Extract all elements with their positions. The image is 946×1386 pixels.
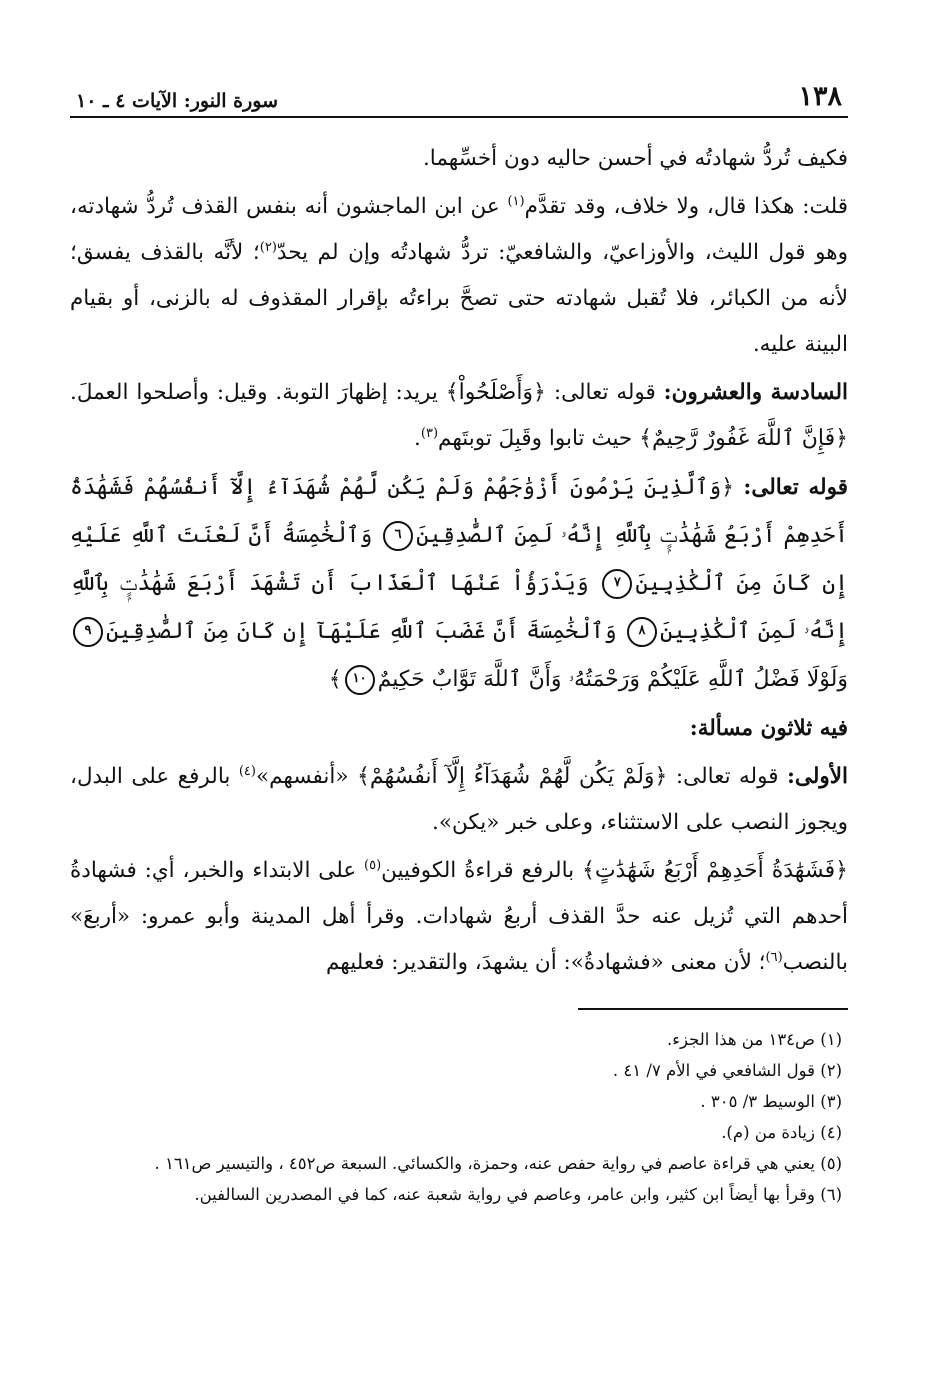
ayah-number-marker: ١٠ [345,665,375,695]
footnotes [70,1024,848,1210]
issue-label: السادسة والعشرون: [663,380,848,405]
book-page [70,72,848,1210]
footnote-ref-6: (٦) [765,949,783,965]
page-number: ١٣٨ [798,81,842,112]
footnote-ref-2: (٢) [259,239,277,255]
verse-block: قوله تعالى: ﴿وَٱلَّذِينَ يَرْمُونَ أَزْوَٰجَهُمْ وَلَمْ يَكُن لَّهُمْ شُهَدَآءُ إِلَّآ أَنفُسُهُمْ فَشَهَٰدَةُ أَحَدِهِمْ أَرْبَعُ شَهَٰدَٰتٍۭ بِٱللَّهِ إِنَّهُۥ لَمِنَ ٱلصَّٰدِقِينَ٦ وَٱلْخَٰمِسَةُ أَنَّ لَعْنَتَ ٱللَّهِ عَلَيْهِ إِن كَانَ مِنَ ٱلْكَٰذِبِينَ٧ وَيَدْرَؤُاْ عَنْهَا ٱلْعَذَابَ أَن تَشْهَدَ أَرْبَعَ شَهَٰدَٰتٍۭ بِٱللَّهِ إِنَّهُۥ لَمِنَ ٱلْكَٰذِبِينَ٨ وَٱلْخَٰمِسَةَ أَنَّ غَضَبَ ٱللَّهِ عَلَيْهَآ إِن كَانَ مِنَ ٱلصَّٰدِقِينَ٩ وَلَوْلَا فَضْلُ ٱللَّهِ عَلَيْكُمْ وَرَحْمَتُهُۥ وَأَنَّ ٱللَّهَ تَوَّابٌ حَكِيمٌ١٠﴾ [70,464,848,704]
paragraph-2: قلت: هكذا قال، ولا خلاف، وقد تقدَّم$^{(١)}$ عن ابن الماجشون أنه بنفس القذف تُردُّ شهادته، وهو قول الليث، والأوزاعيّ، والشافعيّ: تردُّ شهادتُه وإن لم يحدّ$^{(٢)}$؛ لأنَّه بالقذف يفسق؛ لأنه من الكبائر، فلا تُقبل شهادته حتى تصحَّ براءتُه بإقرار المقذوف له بالزنى، أو بقيام البينة عليه. [70,193,849,357]
page-header [70,72,848,118]
footnote-item: (٣) الوسيط ٣/ ٣٠٥ . [700,1092,842,1111]
footnote-item: (٥) يعني هي قراءة عاصم في رواية حفص عنه، وحمزة، والكسائي. السبعة ص٤٥٢ ، والتيسير ص١٦١ . [154,1154,842,1173]
ayah-number-marker: ٦ [383,521,413,551]
paragraph-1: فكيف تُردُّ شهادتُه في أحسن حاليه دون أخسِّهما. [422,146,848,171]
paragraph-4: الأولى: قوله تعالى: ﴿وَلَمْ يَكُن لَّهُمْ شُهَدَآءُ إِلَّآ أَنفُسُهُمْ﴾ «أنفسهم»$^{(٤)}$ بالرفع على البدل، ويجوز النصب على الاستثناء، وعلى خبر «يكن». [70,763,849,835]
footnote-divider [578,1008,848,1010]
paragraph-3: السادسة والعشرون: قوله تعالى: ﴿وَأَصْلَحُواْ﴾ يريد: إظهارَ التوبة. وقيل: وأصلحوا العملَ. ﴿فَإِنَّ ٱللَّهَ غَفُورٌ رَّحِيمٌ﴾ حيث تابوا وقَبِلَ توبتَهم$^{(٣)}$. [70,380,848,451]
ayah-number-marker: ٧ [602,569,632,599]
ayah-number-marker: ٨ [627,617,657,647]
main-text [70,136,848,986]
running-title: سورة النور: الآيات ٤ ـ ١٠ [76,90,279,112]
footnote-ref-5: (٥) [364,857,382,873]
paragraph-5: ﴿فَشَهَٰدَةُ أَحَدِهِمْ أَرْبَعُ شَهَٰدَٰتٍ﴾ بالرفع قراءةُ الكوفيين$^{(٥)}$ على الابتداء والخبر، أي: فشهادةُ أحدهم التي تُزيل عنه حدَّ القذف أربعُ شهادات. وقرأ أهل المدينة وأبو عمرو: «أربعَ» بالنصب$^{(٦)}$؛ لأن معنى «فشهادةُ»: أن يشهدَ، والتقدير: فعليهم [70,857,848,975]
footnote-item: (٤) زيادة من (م). [721,1123,842,1142]
quran-quote: ﴿فَشَهَٰدَةُ أَحَدِهِمْ أَرْبَعُ شَهَٰدَٰتٍ﴾ [581,858,848,883]
verse-lead: قوله تعالى: [743,475,848,500]
section-heading: فيه ثلاثون مسألة: [689,716,848,741]
footnote-ref-4: (٤) [238,763,256,779]
footnote-ref-3: (٣) [420,425,439,441]
issue-label: الأولى: [786,764,849,789]
quran-quote: ﴿وَلَمْ يَكُن لَّهُمْ شُهَدَآءُ إِلَّآ أَنفُسُهُمْ﴾ [357,764,668,789]
footnote-ref-1: (١) [507,193,525,209]
ayah-number-marker: ٩ [73,617,103,647]
footnote-item: (٢) قول الشافعي في الأم ٧/ ٤١ . [612,1061,842,1080]
quran-quote: ﴿فَإِنَّ ٱللَّهَ غَفُورٌ رَّحِيمٌ﴾ [639,426,848,451]
footnote-item: (٦) وقرأ بها أيضاً ابن كثير، وابن عامر، وعاصم في رواية شعبة عنه، كما في المصدرين السالفين. [194,1185,842,1204]
quran-quote: ﴿وَأَصْلَحُواْ﴾ [445,380,546,405]
footnote-item: (١) ص١٣٤ من هذا الجزء. [667,1030,842,1049]
